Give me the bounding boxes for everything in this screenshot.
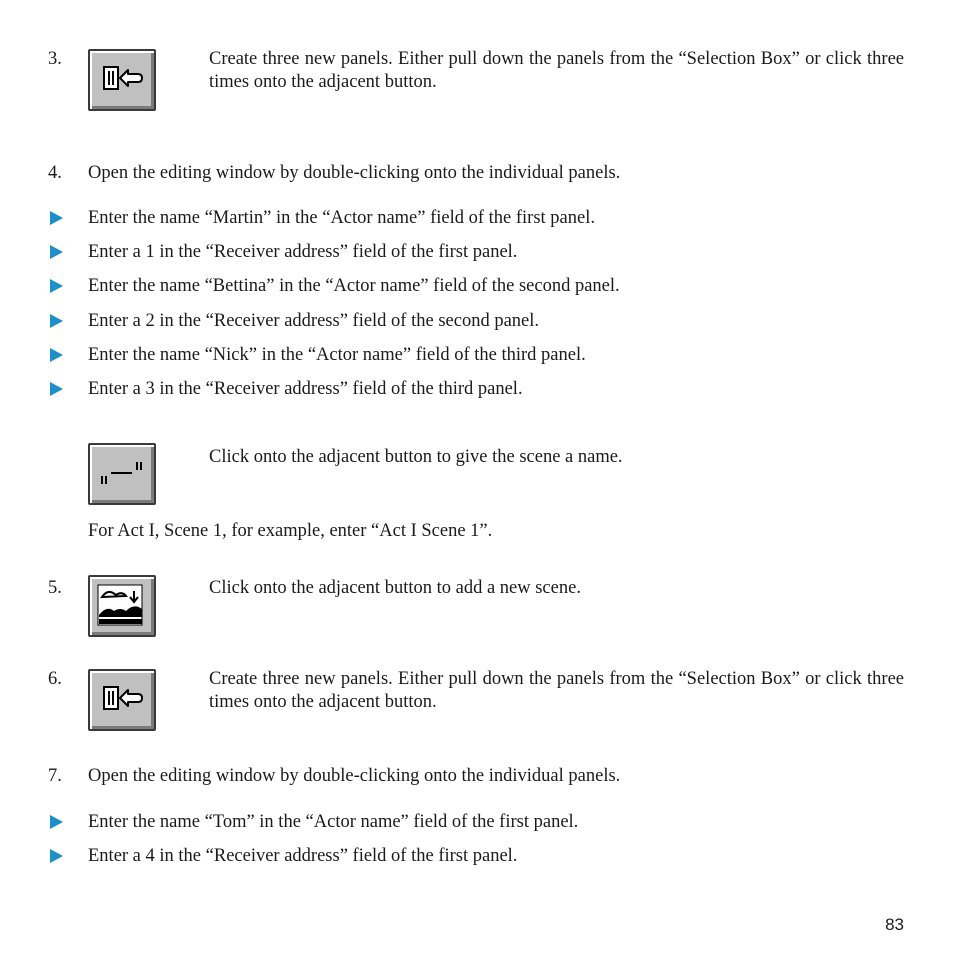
step-3-number: 3. [48, 49, 62, 69]
bullet-arrow-icon [50, 279, 63, 293]
bullet-item: Enter the name “Martin” in the “Actor name” field of the first panel. [88, 208, 595, 228]
bullet-arrow-icon [50, 211, 63, 225]
bullet-arrow-icon [50, 815, 63, 829]
add-scene-icon [90, 577, 154, 635]
step-4-text: Open the editing window by double-clicking onto the individual panels. [88, 163, 621, 183]
bullet-arrow-icon [50, 348, 63, 362]
step-7-number: 7. [48, 766, 62, 786]
bullet-arrow-icon [50, 314, 63, 328]
page-number: 83 [885, 915, 904, 934]
bullet-item: Enter a 2 in the “Receiver address” field of the second panel. [88, 311, 540, 331]
bullet-arrow-icon [50, 382, 63, 396]
step-3-text: Create three new panels. Either pull down the panels from the “Selection Box” or click three times onto the adjacent button. [209, 49, 904, 92]
scene-name-icon [90, 445, 154, 503]
bullet-item: Enter the name “Bettina” in the “Actor name” field of the second panel. [88, 276, 620, 296]
scene-name-button[interactable] [88, 443, 156, 505]
step-4-number: 4. [48, 163, 62, 183]
step-7-text: Open the editing window by double-clicking onto the individual panels. [88, 766, 621, 786]
step-6-number: 6. [48, 669, 62, 689]
step-6-text: Create three new panels. Either pull down the panels from the “Selection Box” or click three times onto the adjacent button. [209, 669, 904, 712]
new-panel-icon [90, 671, 154, 729]
step-5-number: 5. [48, 578, 62, 598]
bullet-item: Enter a 4 in the “Receiver address” field of the first panel. [88, 846, 518, 866]
new-panel-button[interactable] [88, 49, 156, 111]
scene-name-example: For Act I, Scene 1, for example, enter “Act I Scene 1”. [88, 521, 493, 541]
bullet-item: Enter a 1 in the “Receiver address” field of the first panel. [88, 242, 518, 262]
step-5-text: Click onto the adjacent button to add a new scene. [209, 578, 581, 598]
new-panel-button[interactable] [88, 669, 156, 731]
bullet-arrow-icon [50, 245, 63, 259]
bullet-item: Enter a 3 in the “Receiver address” field of the third panel. [88, 379, 523, 399]
bullet-item: Enter the name “Tom” in the “Actor name” field of the first panel. [88, 812, 579, 832]
new-panel-icon [90, 51, 154, 109]
bullet-item: Enter the name “Nick” in the “Actor name” field of the third panel. [88, 345, 586, 365]
bullet-arrow-icon [50, 849, 63, 863]
scene-name-text: Click onto the adjacent button to give the scene a name. [209, 447, 623, 467]
add-scene-button[interactable] [88, 575, 156, 637]
